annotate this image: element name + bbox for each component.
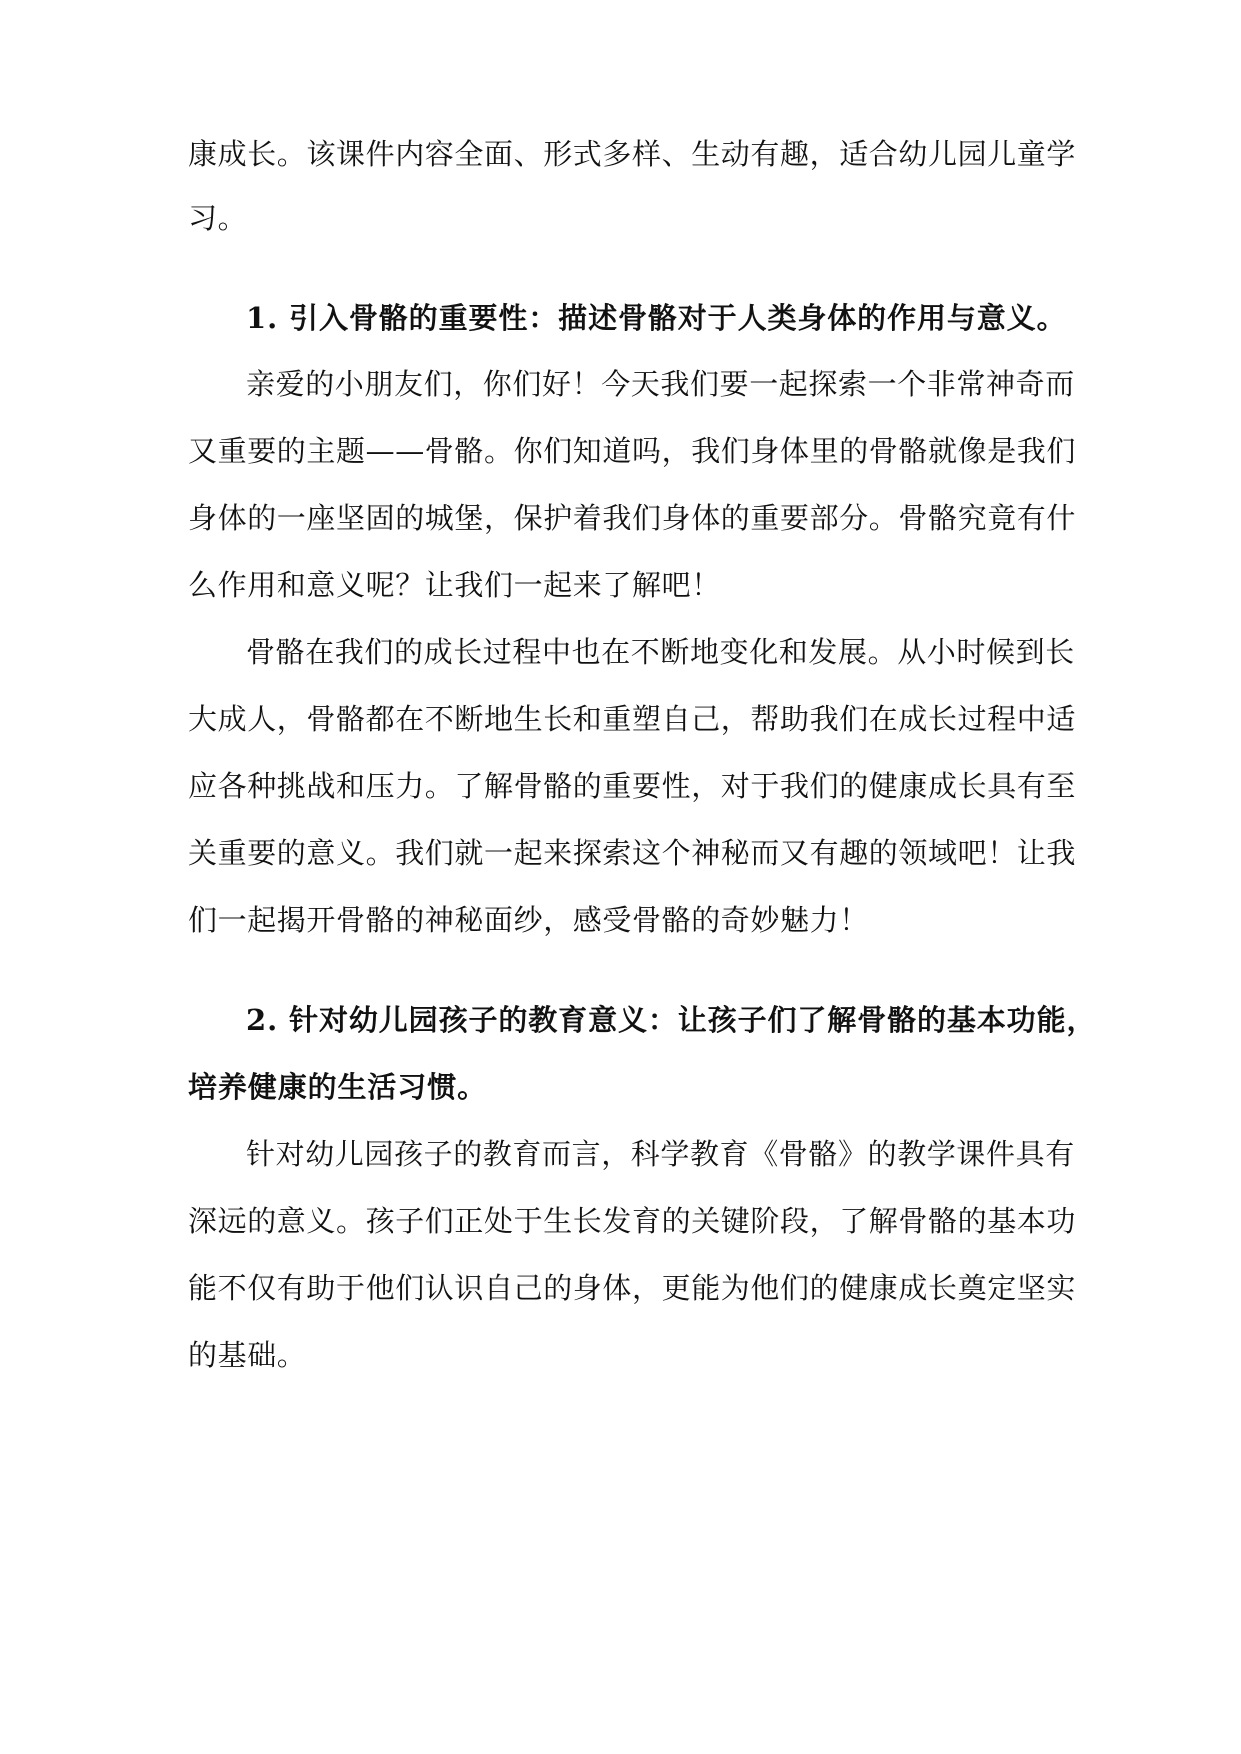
paragraph-line: 的基础。	[188, 1338, 307, 1372]
section-2-heading: 2. 针对幼儿园孩子的教育意义：让孩子们了解骨骼的基本功能，	[246, 1003, 1097, 1037]
section-1-heading: 1. 引入骨骼的重要性：描述骨骼对于人类身体的作用与意义。	[246, 301, 1067, 335]
paragraph-line: 亲爱的小朋友们，你们好！今天我们要一起探索一个非常神奇而	[246, 367, 1075, 401]
paragraph-line: 应各种挑战和压力。了解骨骼的重要性，对于我们的健康成长具有至	[188, 769, 1077, 803]
intro-line: 习。	[188, 201, 248, 235]
section-2-heading: 培养健康的生活习惯。	[188, 1070, 488, 1104]
paragraph-line: 针对幼儿园孩子的教育而言，科学教育《骨骼》的教学课件具有	[246, 1137, 1075, 1171]
paragraph-line: 关重要的意义。我们就一起来探索这个神秘而又有趣的领域吧！让我	[188, 836, 1077, 870]
paragraph-line: 骨骼在我们的成长过程中也在不断地变化和发展。从小时候到长	[246, 635, 1075, 669]
intro-line: 康成长。该课件内容全面、形式多样、生动有趣，适合幼儿园儿童学	[188, 137, 1077, 171]
paragraph-line: 又重要的主题——骨骼。你们知道吗，我们身体里的骨骼就像是我们	[188, 434, 1077, 468]
paragraph-line: 大成人，骨骼都在不断地生长和重塑自己，帮助我们在成长过程中适	[188, 702, 1077, 736]
paragraph-line: 们一起揭开骨骼的神秘面纱，感受骨骼的奇妙魅力！	[188, 903, 869, 937]
paragraph-line: 深远的意义。孩子们正处于生长发育的关键阶段，了解骨骼的基本功	[188, 1204, 1077, 1238]
paragraph-line: 么作用和意义呢？让我们一起来了解吧！	[188, 568, 721, 602]
paragraph-line: 身体的一座坚固的城堡，保护着我们身体的重要部分。骨骼究竟有什	[188, 501, 1077, 535]
paragraph-line: 能不仅有助于他们认识自己的身体，更能为他们的健康成长奠定坚实	[188, 1271, 1077, 1305]
